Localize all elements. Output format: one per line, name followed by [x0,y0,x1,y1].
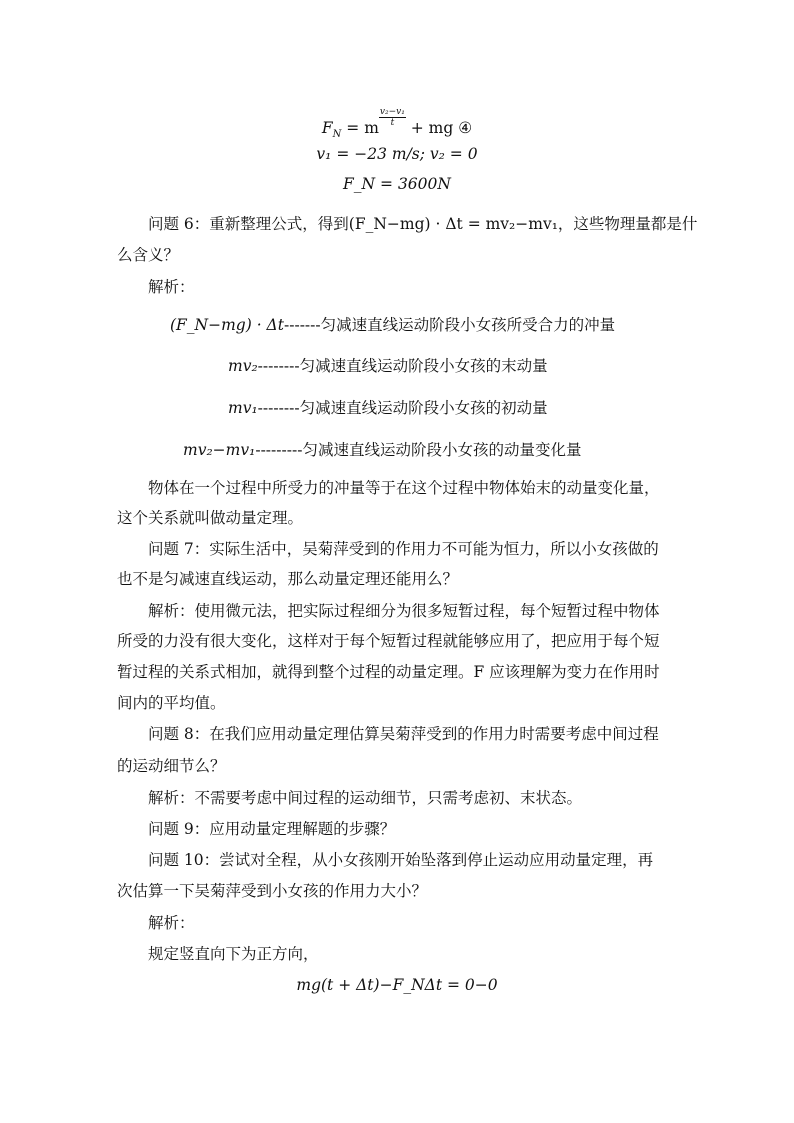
definition-momentum-change: mv₂−mv₁---------匀减速直线运动阶段小女孩的动量变化量 [183,441,582,459]
theorem-line2: 这个关系就叫做动量定理。 [117,509,304,527]
analysis-label-2: 解析： [148,914,195,932]
answer-7-line4: 间内的平均值。 [117,694,226,712]
velocity-fraction: $\frac{\text{v₂−v₁}}{t}$ [379,107,405,128]
question-10-line1: 问题 10：尝试对全程，从小女孩刚开始坠落到停止运动应用动量定理，再 [148,851,654,869]
answer-7-line2: 所受的力没有很大变化，这样对于每个短暂过程就能够应用了，把应用于每个短 [117,632,660,650]
equation-fn-formula: $F_N = m$ $\frac{\text{v₂−v₁}}{t}$ + mg ④ [321,107,473,140]
question-7-line2: 也不是匀减速直线运动，那么动量定理还能用么？ [117,570,459,588]
definition-impulse: (F_N−mg) · Δt-------匀减速直线运动阶段小女孩所受合力的冲量 [170,316,616,334]
final-equation: mg(t + Δt)−F_NΔt = 0−0 [296,976,498,994]
definition-initial-momentum: mv₁--------匀减速直线运动阶段小女孩的初动量 [228,399,548,417]
equation-velocities: v₁ = −23 m/s; v₂ = 0 [316,145,478,163]
answer-7-line3: 暂过程的关系式相加，就得到整个过程的动量定理。F 应该理解为变力在作用时 [117,663,660,681]
question-6-line2: 么含义？ [117,246,180,264]
question-8-line2: 的运动细节么？ [117,757,226,775]
question-8-line1: 问题 8：在我们应用动量定理估算吴菊萍受到的作用力时需要考虑中间过程 [148,725,659,743]
equation-marker: ④ [458,119,473,137]
theorem-line1: 物体在一个过程中所受力的冲量等于在这个过程中物体始末的动量变化量， [148,479,660,497]
answer-8: 解析：不需要考虑中间过程的运动细节，只需考虑初、末状态。 [148,789,583,807]
direction-statement: 规定竖直向下为正方向， [148,945,319,963]
question-7-line1: 问题 7：实际生活中，吴菊萍受到的作用力不可能为恒力，所以小女孩做的 [148,540,659,558]
question-9: 问题 9：应用动量定理解题的步骤？ [148,820,396,838]
equation-fn-value: F_N = 3600N [343,175,451,193]
question-10-line2: 次估算一下吴菊萍受到小女孩的作用力大小？ [117,882,428,900]
analysis-label: 解析： [148,278,195,296]
definition-final-momentum: mv₂--------匀减速直线运动阶段小女孩的末动量 [228,357,548,375]
question-6-line1: 问题 6：重新整理公式，得到(F_N−mg) · Δt = mv₂−mv₁，这些物理量都是什 [148,215,698,233]
answer-7-line1: 解析：使用微元法，把实际过程细分为很多短暂过程，每个短暂过程中物体 [148,602,660,620]
